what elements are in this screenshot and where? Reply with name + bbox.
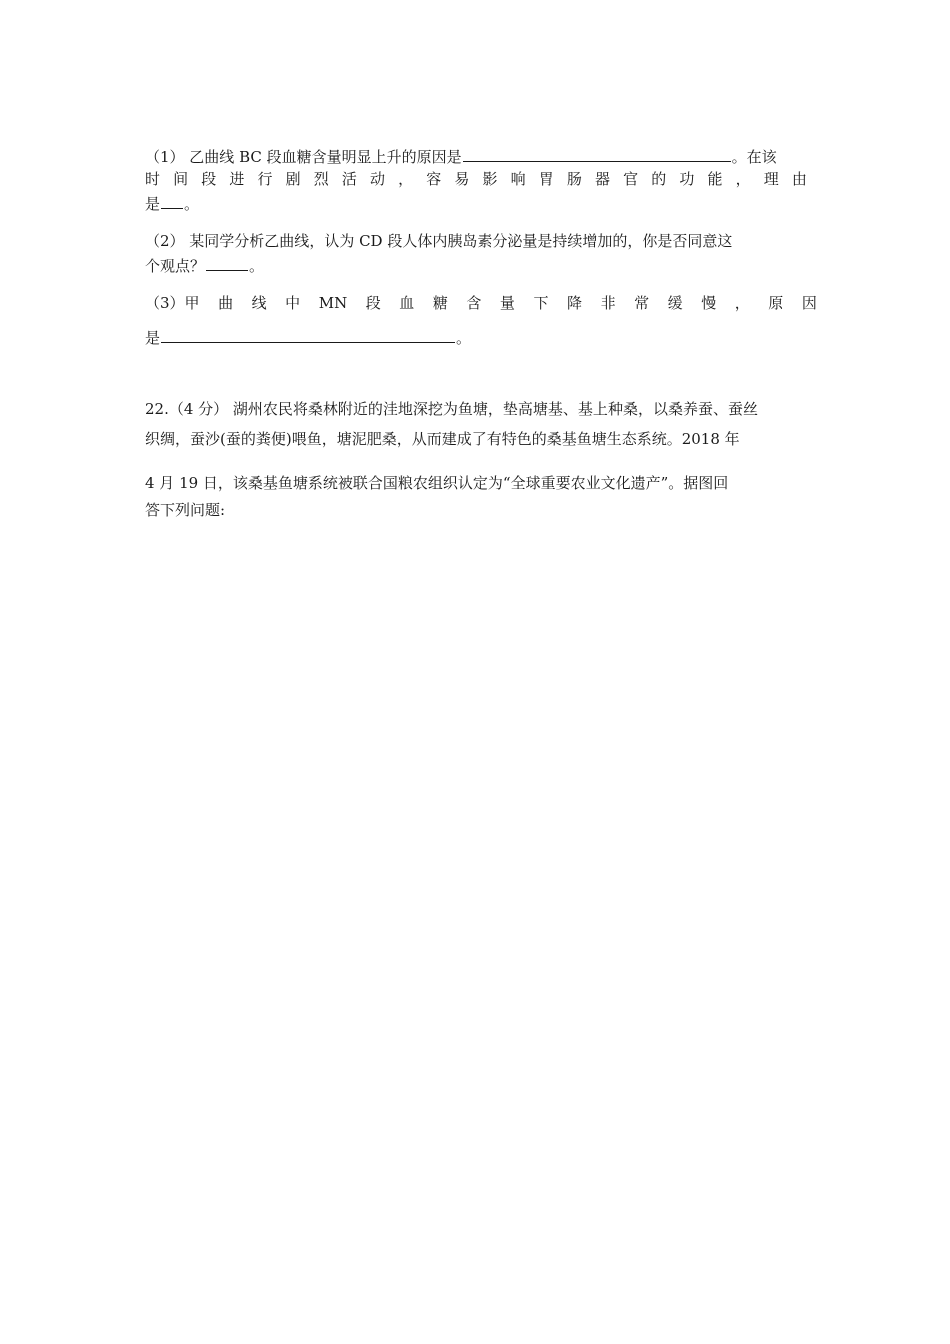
q21-sub1-line3-end: 。 [184, 195, 200, 213]
q21-sub1-line2-char: 段 [201, 170, 217, 188]
q22-line3: 4 月 19 日，该桑基鱼塘系统被联合国粮农组织认定为“全球重要农业文化遗产”。据图回 [145, 474, 729, 492]
q21-sub3-line1 [145, 293, 817, 313]
q21-sub1-line2-char: 器 [595, 170, 611, 188]
q21-sub3-line1-char: 常 [634, 294, 650, 312]
q21-sub1-line2-char: 的 [651, 170, 667, 188]
q21-sub3-line1-char: 下 [533, 294, 549, 312]
q21-sub3-line1-char: MN [318, 294, 348, 312]
answer-blank-mn-reason[interactable] [161, 327, 455, 343]
q21-sub2-line2-start: 个观点？ [145, 257, 206, 275]
q21-sub3-line1-char: 含 [466, 294, 482, 312]
q21-sub3-line1-char: 线 [251, 294, 267, 312]
q21-sub1-line2-char: 官 [623, 170, 639, 188]
q21-sub1-line2-char: ， [398, 170, 414, 188]
q21-sub1-line2-char: 剧 [285, 170, 301, 188]
q21-sub1-line2-char: 间 [173, 170, 189, 188]
q21-sub1-line2-char: 能 [707, 170, 723, 188]
q21-sub1-line2-char: 理 [763, 170, 779, 188]
q21-sub1-line2-char: 行 [257, 170, 273, 188]
q21-sub1-line3-start: 是 [145, 195, 161, 213]
q21-sub3-line2-end: 。 [456, 329, 472, 347]
q21-sub3-line1-char: 因 [801, 294, 817, 312]
q21-sub3-line1-char: 量 [499, 294, 515, 312]
q22-line2: 织绸，蚕沙(蚕的粪便)喂鱼，塘泥肥桑，从而建成了有特色的桑基鱼塘生态系统。2018 年 [145, 430, 740, 448]
q21-sub3-line1-char: ， [734, 294, 750, 312]
q21-sub1-line2-char: 响 [510, 170, 526, 188]
q21-sub1-line2-char: 功 [679, 170, 695, 188]
q21-sub3-line2 [145, 327, 807, 348]
q21-sub1-line2-char: 时 [145, 170, 161, 188]
q21-sub1-line2-char: 胃 [538, 170, 554, 188]
q21-sub1-line2-char: 影 [482, 170, 498, 188]
q21-sub1-line1-end: 。在该 [731, 148, 777, 166]
q21-sub1-line2-char: ， [735, 170, 751, 188]
q21-sub3-line1-char: 慢 [701, 294, 717, 312]
q21-sub1-line2-char: 活 [341, 170, 357, 188]
q21-sub1-prompt: （1） 乙曲线 BC 段血糖含量明显上升的原因是 [145, 148, 462, 166]
q21-sub1-line2-char: 容 [426, 170, 442, 188]
q21-sub3-line1-char: 血 [399, 294, 415, 312]
q21-sub2-line2 [145, 255, 807, 276]
q21-sub2-line1 [145, 231, 807, 251]
q21-sub1-line2-char: 烈 [313, 170, 329, 188]
q21-sub2-line2-end: 。 [249, 257, 265, 275]
q21-sub1-line2-char: 由 [791, 170, 807, 188]
q21-sub1-line3 [145, 193, 807, 214]
q21-sub1-line1 [145, 146, 807, 167]
answer-blank-reason[interactable] [161, 193, 183, 209]
q21-sub3-line1-char: （3）甲 [145, 294, 200, 312]
q21-sub3-line1-char: 降 [567, 294, 583, 312]
q21-sub1-line2-char: 肠 [566, 170, 582, 188]
q22-line4: 答下列问题: [145, 501, 226, 519]
answer-blank-bc-reason[interactable] [463, 146, 731, 162]
q21-sub1-line2-char: 易 [454, 170, 470, 188]
q21-sub3-line1-char: 非 [600, 294, 616, 312]
q21-sub3-line2-start: 是 [145, 329, 161, 347]
q21-sub3-line1-char: 糖 [432, 294, 448, 312]
q21-sub3-line1-char: 缓 [667, 294, 683, 312]
q22-line1: 22.（4 分） 湖州农民将桑林附近的洼地深挖为鱼塘，垫高塘基、基上种桑，以桑养蚕、蚕丝 [145, 400, 758, 418]
answer-blank-agree[interactable] [206, 255, 248, 271]
q21-sub3-line1-char: 中 [285, 294, 301, 312]
q21-sub1-line2-char: 进 [229, 170, 245, 188]
q21-sub1-line2-char: 动 [370, 170, 386, 188]
q21-sub3-line1-char: 曲 [218, 294, 234, 312]
q21-sub1-line2 [145, 169, 807, 189]
q21-sub3-line1-char: 原 [768, 294, 784, 312]
q21-sub2-prompt: （2） 某同学分析乙曲线，认为 CD 段人体内胰岛素分泌量是持续增加的，你是否同意这 [145, 232, 733, 250]
q21-sub3-line1-char: 段 [365, 294, 381, 312]
